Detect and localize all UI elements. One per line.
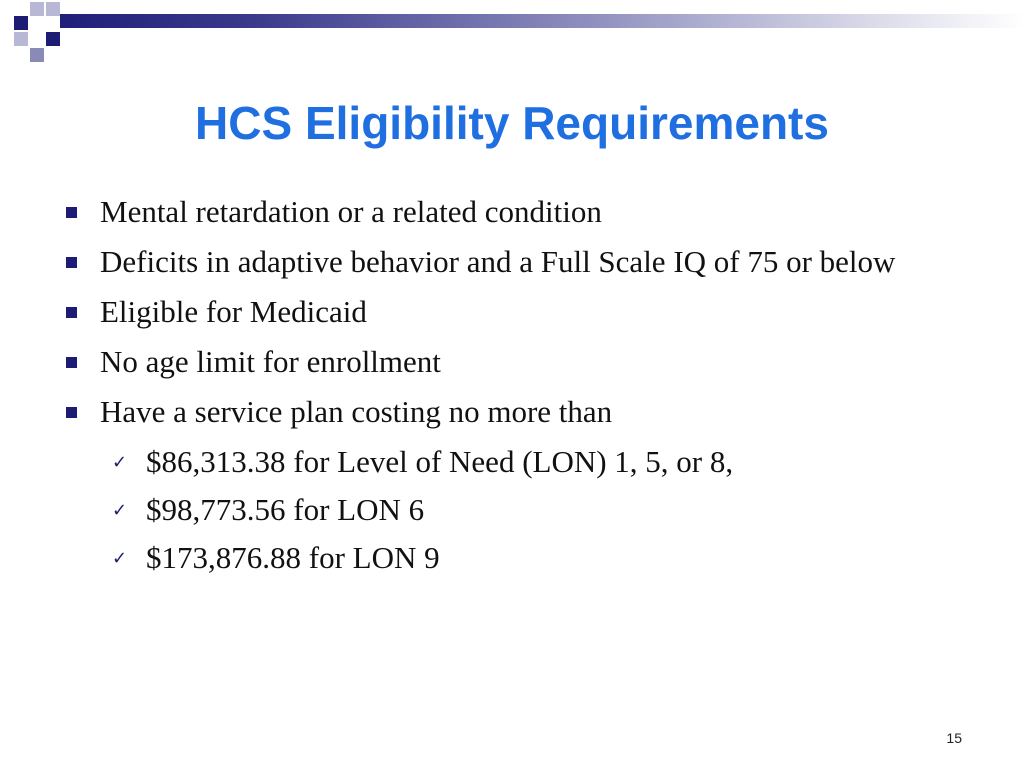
square-bullet-icon [66,407,77,418]
sub-list-item-text: $98,773.56 for LON 6 [146,492,425,527]
list-item [62,392,962,432]
list-item-text: Mental retardation or a related condition [100,194,602,229]
square-bullet-icon [66,307,77,318]
list-item [62,342,962,382]
checkmark-icon: ✓ [112,452,128,473]
sub-list-item [62,490,962,530]
square-bullet-icon [66,257,77,268]
decorative-square [14,32,28,46]
sub-list-item-text: $86,313.38 for Level of Need (LON) 1, 5, or 8, [146,444,734,479]
sub-list-item [62,442,962,482]
list-item-text: Deficits in adaptive behavior and a Full Scale IQ of 75 or below [100,244,896,279]
decorative-square [46,2,60,16]
page-number: 15 [946,730,962,746]
decorative-square [30,2,44,16]
list-item-text: Have a service plan costing no more than [100,394,613,429]
list-item [62,292,962,332]
sub-list-item [62,538,962,578]
checkmark-icon: ✓ [112,548,128,569]
decorative-square [30,48,44,62]
square-bullet-icon [66,357,77,368]
checkmark-icon: ✓ [112,500,128,521]
slide-title: HCS Eligibility Requirements [195,97,829,149]
list-item-text: Eligible for Medicaid [100,294,367,329]
decorative-square [14,16,28,30]
bullet-list [62,192,962,586]
list-item [62,192,962,232]
list-item-text: No age limit for enrollment [100,344,441,379]
list-item [62,242,962,282]
header-gradient-band [60,14,1024,28]
decorative-square [46,32,60,46]
sub-list-item-text: $173,876.88 for LON 9 [146,540,440,575]
square-bullet-icon [66,207,77,218]
